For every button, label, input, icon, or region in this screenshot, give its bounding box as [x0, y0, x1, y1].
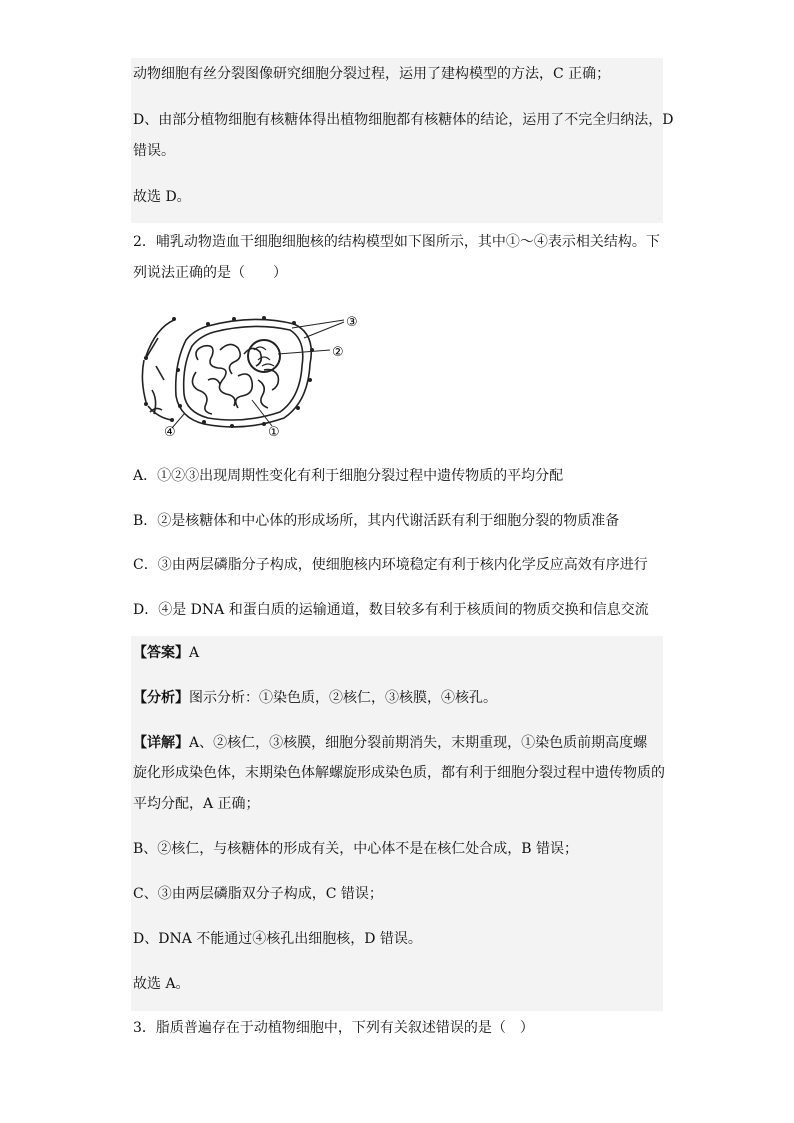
nucleus-diagram — [134, 310, 374, 440]
q2-detail-line2: 旋化形成染色体，末期染色体解螺旋形成染色质，都有利于细胞分裂过程中遗传物质的 — [133, 765, 665, 781]
q2-detail-line1 — [133, 733, 647, 753]
q2-answer — [133, 643, 199, 663]
q2-detail-d: D、DNA 不能通过④核孔出细胞核，D 错误。 — [133, 931, 422, 947]
detail-label: 【详解】 — [133, 735, 189, 751]
figure-label-4: ④ — [164, 425, 176, 440]
figure-label-1: ① — [268, 425, 280, 440]
q2-analysis — [133, 688, 497, 708]
q2-conclusion: 故选 A。 — [133, 976, 190, 992]
detail-text-1: A、②核仁，③核膜，细胞分裂前期消失，末期重现，①染色质前期高度螺 — [189, 735, 648, 751]
q2-option-d: D．④是 DNA 和蛋白质的运输通道，数目较多有利于核质间的物质交换和信息交流 — [133, 602, 649, 618]
q2-stem-line1: 2．哺乳动物造血干细胞细胞核的结构模型如下图所示，其中①～④表示相关结构。下 — [133, 234, 660, 250]
prev-explanation-d-line1: D、由部分植物细胞有核糖体得出植物细胞都有核糖体的结论，运用了不完全归纳法，D — [133, 112, 674, 128]
q2-detail-c: C、③由两层磷脂双分子构成，C 错误； — [133, 886, 383, 902]
q2-option-a: A．①②③出现周期性变化有利于细胞分裂过程中遗传物质的平均分配 — [133, 468, 564, 484]
q2-detail-line3: 平均分配，A 正确； — [133, 796, 260, 812]
prev-conclusion: 故选 D。 — [133, 189, 191, 205]
q2-option-c: C．③由两层磷脂分子构成，使细胞核内环境稳定有利于核内化学反应高效有序进行 — [133, 557, 648, 573]
figure-label-2: ② — [332, 345, 344, 360]
q3-stem: 3．脂质普遍存在于动植物细胞中，下列有关叙述错误的是（ ） — [133, 1020, 534, 1036]
q2-stem-line2: 列说法正确的是（ ） — [133, 265, 287, 281]
analysis-text: 图示分析：①染色质，②核仁，③核膜，④核孔。 — [189, 690, 497, 706]
answer-value: A — [189, 645, 200, 661]
q2-detail-b: B、②核仁，与核糖体的形成有关，中心体不是在核仁处合成，B 错误； — [133, 841, 579, 857]
prev-explanation-d-line2: 错误。 — [133, 143, 175, 159]
prev-explanation-c: 动物细胞有丝分裂图像研究细胞分裂过程，运用了建构模型的方法，C 正确； — [133, 66, 611, 82]
figure-label-3: ③ — [346, 315, 358, 330]
q2-option-b: B．②是核糖体和中心体的形成场所，其内代谢活跃有利于细胞分裂的物质准备 — [133, 513, 620, 529]
answer-label: 【答案】 — [133, 645, 189, 661]
analysis-label: 【分析】 — [133, 690, 189, 706]
